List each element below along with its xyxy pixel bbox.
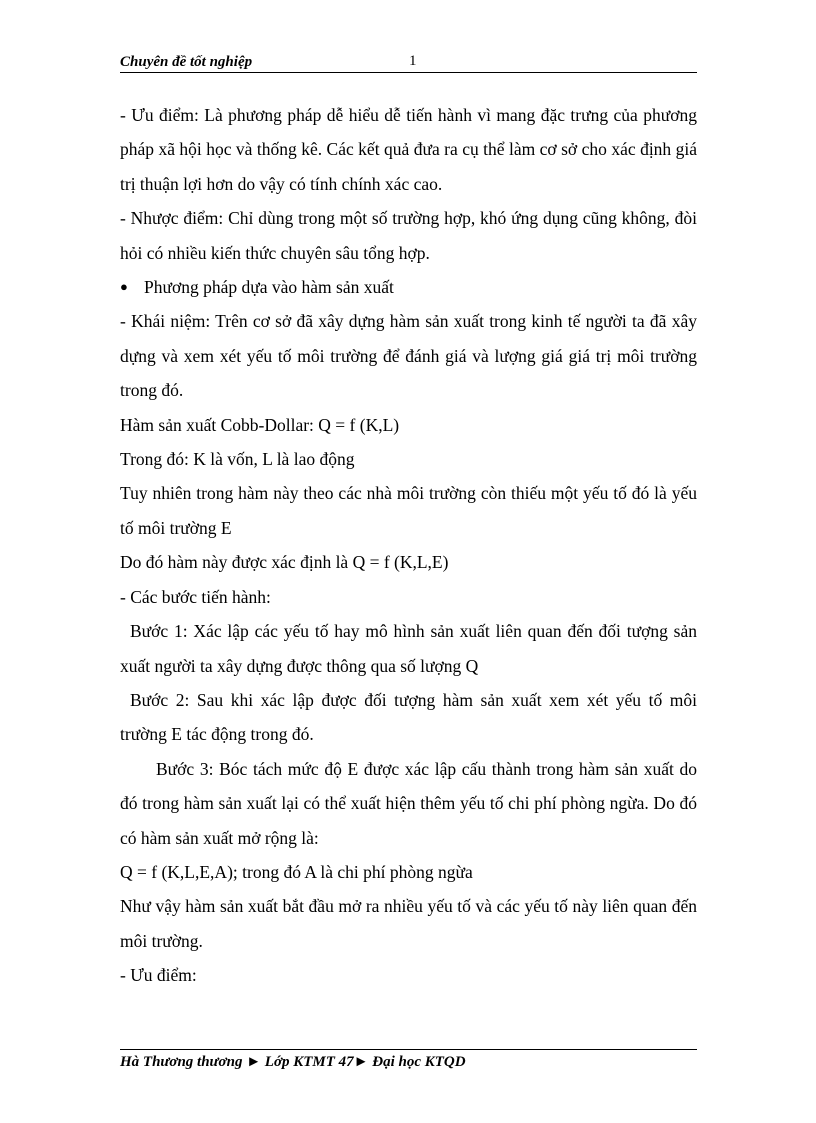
page-header [120,52,697,73]
paragraph-advantages: - Ưu điểm: Là phương pháp dễ hiểu dễ tiến hành vì mang đặc trưng của phương pháp xã hội học và thống kê. Các kết quả đưa ra cụ thể làm cơ sở cho xác định giá trị thuận lợi hơn do vậy có tính chính xác cao. [120,105,697,194]
page-footer [120,1049,697,1071]
paragraph-step-1: Bước 1: Xác lập các yếu tố hay mô hình sản xuất liên quan đến đối tượng sản xuất người ta xây dựng được thông qua số lượng Q [120,621,697,676]
header-title: Chuyên đề tốt nghiệp [120,54,253,70]
bullet-item [120,270,697,304]
paragraph-disadvantages: - Nhược điểm: Chỉ dùng trong một số trường hợp, khó ứng dụng cũng không, đòi hỏi có nhiều kiến thức chuyên sâu tổng hợp. [120,208,697,263]
paragraph-step-3: Bước 3: Bóc tách mức độ E được xác lập cấu thành trong hàm sản xuất do đó trong hàm sản xuất lại có thể xuất hiện thêm yếu tố chi phí phòng ngừa. Do đó có hàm sản xuất mở rộng là: [120,758,697,848]
bullet-text: Phương pháp dựa vào hàm sản xuất [144,277,394,298]
paragraph-where: Trong đó: K là vốn, L là lao động [120,449,355,470]
document-body [120,98,697,993]
paragraph-step-2: Bước 2: Sau khi xác lập được đối tượng hàm sản xuất xem xét yếu tố môi trường E tác động trong đó. [120,689,697,745]
paragraph-advantages-2: - Ưu điểm: [120,965,197,986]
footer-text: Hà Thương thương ► Lớp KTMT 47► Đại học KTQD [120,1054,466,1070]
paragraph-extended-function: Q = f (K,L,E,A); trong đó A là chi phí phòng ngừa [120,861,473,882]
paragraph-however: Tuy nhiên trong hàm này theo các nhà môi trường còn thiếu một yếu tố đó là yếu tố môi trường E [120,483,697,538]
bullet-dot-icon: ● [120,279,128,295]
paragraph-steps-heading: - Các bước tiến hành: [120,586,271,607]
paragraph-conclusion: Như vậy hàm sản xuất bắt đầu mở ra nhiều yếu tố và các yếu tố này liên quan đến môi trường. [120,896,697,951]
paragraph-cobb-dollar: Hàm sản xuất Cobb-Dollar: Q = f (K,L) [120,414,400,435]
paragraph-concept: - Khái niệm: Trên cơ sở đã xây dựng hàm sản xuất trong kinh tế người ta đã xây dựng và xem xét yếu tố môi trường để đánh giá và lượng giá giá trị môi trường trong đó. [120,311,697,401]
page-number: 1 [409,53,417,69]
paragraph-therefore: Do đó hàm này được xác định là Q = f (K,L,E) [120,552,449,573]
